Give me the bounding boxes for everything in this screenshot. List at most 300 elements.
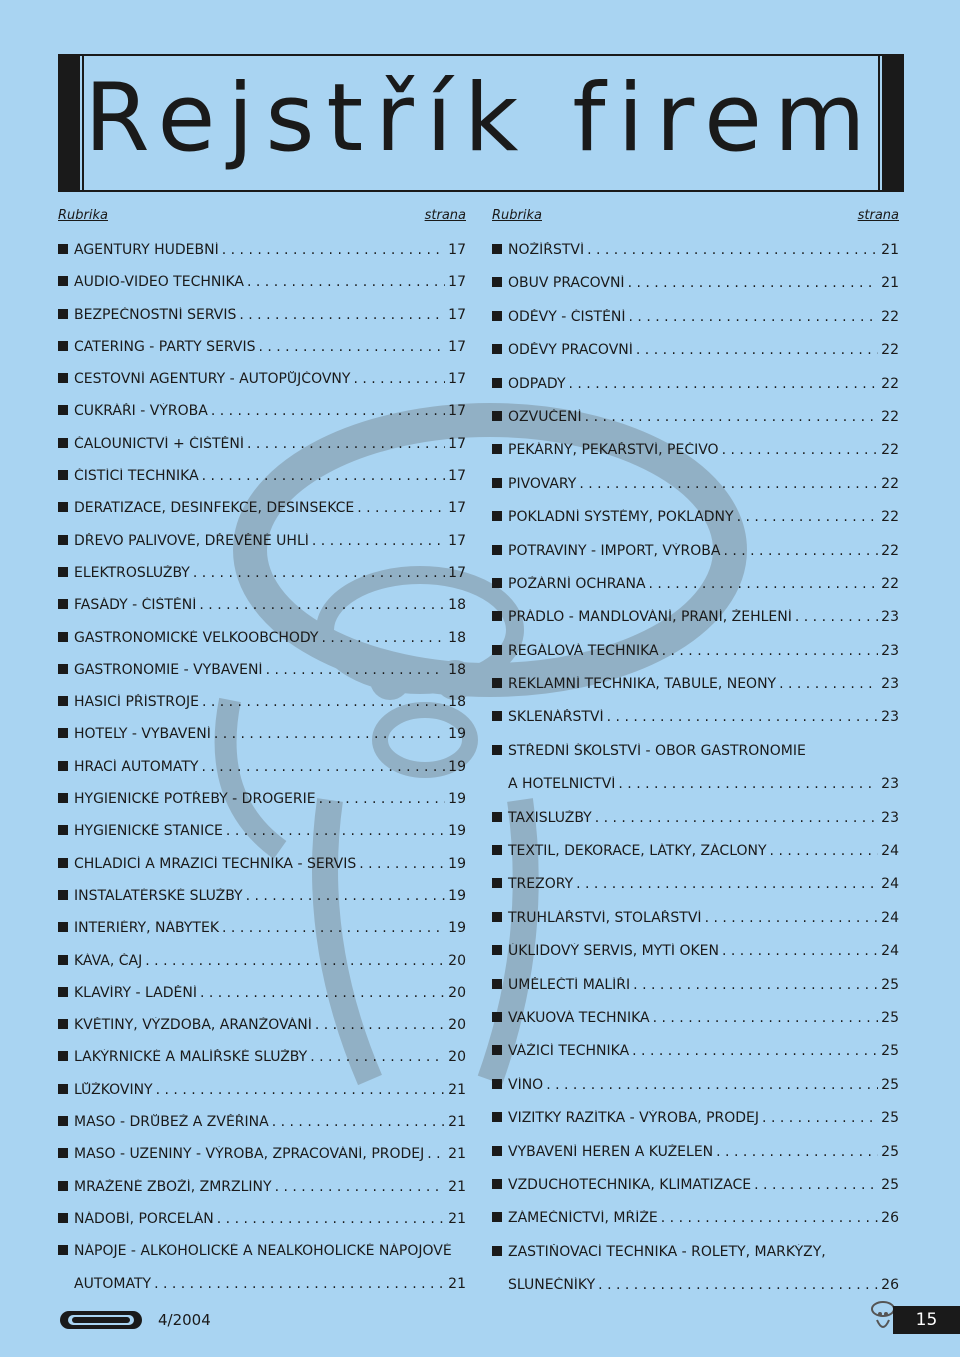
entry-page: 18 (448, 694, 466, 711)
dot-leader (199, 597, 445, 613)
entry-label: ODĚVY - ČISTĚNÍ (508, 308, 626, 325)
entry-label: MASO - UZENINY - VÝROBA, ZPRACOVÁNÍ, PRODEJ (74, 1146, 425, 1163)
entry-label: CATERING - PARTY SERVIS (74, 338, 256, 355)
entry-page: 17 (448, 435, 466, 452)
bullet-icon (58, 341, 68, 351)
index-entry (58, 371, 466, 403)
entry-page: 19 (448, 791, 466, 808)
entry-label: INSTALATÉRSKÉ SLUŽBY (74, 887, 243, 904)
entry-page: 24 (881, 909, 899, 926)
entry-page: 19 (448, 823, 466, 840)
bullet-icon (492, 1079, 502, 1089)
bullet-icon (58, 405, 68, 415)
bullet-icon (58, 1181, 68, 1191)
dot-leader (661, 1210, 878, 1226)
entry-label: CHLADICÍ A MRAZICÍ TECHNIKA - SERVIS (74, 855, 357, 872)
bullet-icon (492, 912, 502, 922)
bullet-icon (58, 1148, 68, 1158)
entry-label: REGÁLOVÁ TECHNIKA (508, 642, 659, 659)
dot-leader (779, 676, 878, 692)
dot-leader (628, 275, 879, 291)
entry-page: 20 (448, 1017, 466, 1034)
magazine-logo-icon (58, 1308, 144, 1332)
index-entry (58, 726, 466, 758)
entry-page: 21 (448, 1114, 466, 1131)
dot-leader (266, 662, 446, 678)
entry-page: 20 (448, 952, 466, 969)
index-entry (58, 339, 466, 371)
bullet-icon (492, 812, 502, 822)
dot-leader (322, 630, 446, 646)
entry-page: 23 (881, 642, 899, 659)
dot-leader (595, 810, 878, 826)
dot-leader (546, 1077, 878, 1093)
entry-label: GASTRONOMIE - VYBAVENÍ (74, 661, 263, 678)
entry-label: DERATIZACE, DESINFEKCE, DESINSEKCE (74, 500, 355, 517)
bullet-icon (492, 979, 502, 989)
bullet-icon (492, 845, 502, 855)
page-number: 15 (893, 1306, 960, 1334)
entry-page: 26 (881, 1277, 899, 1294)
entry-page: 18 (448, 629, 466, 646)
bullet-icon (492, 745, 502, 755)
entry-label: HYGIENICKÉ POTŘEBY - DROGERIE (74, 791, 316, 808)
entry-page: 26 (881, 1210, 899, 1227)
dot-leader (201, 759, 445, 775)
entry-page: 19 (448, 920, 466, 937)
bullet-icon (58, 922, 68, 932)
entry-label: REKLAMNÍ TECHNIKA, TABULE, NEONY (508, 676, 777, 693)
index-entry (492, 576, 899, 609)
index-entry (58, 856, 466, 888)
bullet-icon (58, 599, 68, 609)
dot-leader (770, 843, 879, 859)
bullet-icon (58, 1084, 68, 1094)
index-entry (492, 1077, 899, 1110)
entry-label: NOŽÍŘSTVÍ (508, 242, 585, 258)
entry-page: 19 (448, 758, 466, 775)
index-entry (492, 1244, 899, 1277)
index-entry (492, 1043, 899, 1076)
bullet-icon (492, 1012, 502, 1022)
dot-leader (258, 339, 445, 355)
bullet-icon (58, 955, 68, 965)
entry-label: INTERIÉRY, NÁBYTEK (74, 920, 220, 937)
entry-label: LŮŽKOVINY (74, 1081, 153, 1098)
bullet-icon (492, 444, 502, 454)
entry-page: 17 (448, 532, 466, 549)
dot-leader (353, 371, 445, 387)
bullet-icon (492, 511, 502, 521)
dot-leader (193, 565, 445, 581)
entry-label: FASÁDY - ČIŠTĚNÍ (74, 597, 197, 614)
bullet-icon (492, 611, 502, 621)
entry-label: CUKRÁŘI - VÝROBA (74, 403, 208, 420)
entry-page: 25 (881, 1143, 899, 1160)
entry-label: KLAVÍRY - LADĚNÍ (74, 984, 197, 1001)
index-entry (492, 843, 899, 876)
entry-page: 19 (448, 855, 466, 872)
entry-page: 19 (448, 887, 466, 904)
index-entry (492, 977, 899, 1010)
entry-label: KVĚTINY, VÝZDOBA, ARANŽOVÁNÍ (74, 1017, 312, 1034)
bullet-icon (58, 1213, 68, 1223)
bullet-icon (58, 276, 68, 286)
index-entry (58, 662, 466, 694)
entry-label: TEXTIL, DEKORACE, LÁTKY, ZÁCLONY (508, 843, 767, 860)
entry-label: HYGIENICKÉ STANICE (74, 823, 223, 840)
dot-leader (723, 543, 878, 559)
dot-leader (214, 726, 445, 742)
bullet-icon (58, 793, 68, 803)
entry-label: A HOTELNICTVÍ (508, 776, 616, 793)
entry-page: 22 (881, 475, 899, 492)
index-entry (58, 1243, 466, 1275)
entry-page: 18 (448, 661, 466, 678)
dot-leader (737, 509, 879, 525)
index-entry (492, 342, 899, 375)
entry-page: 17 (448, 274, 466, 291)
dot-leader (754, 1177, 878, 1193)
entry-label: ZÁMEČNÍCTVÍ, MŘÍŽE (508, 1210, 658, 1227)
dot-leader (632, 1043, 878, 1059)
bullet-icon (492, 411, 502, 421)
entry-page: 23 (881, 609, 899, 626)
entry-page: 21 (448, 1275, 466, 1292)
entry-page: 17 (448, 306, 466, 323)
entry-label: POTRAVINY - IMPORT, VÝROBA (508, 542, 721, 559)
index-entry (492, 643, 899, 676)
entry-label: TAXISLUŽBY (508, 809, 592, 826)
dot-leader (315, 1017, 445, 1033)
bullet-icon (492, 1279, 502, 1289)
column-header (58, 208, 466, 228)
bullet-icon (58, 535, 68, 545)
index-entry (58, 888, 466, 920)
dot-leader (716, 1144, 878, 1160)
dot-leader (662, 643, 879, 659)
index-entry (58, 630, 466, 662)
bullet-icon (58, 890, 68, 900)
bullet-icon (492, 478, 502, 488)
dot-leader (217, 1211, 445, 1227)
index-entry (58, 403, 466, 435)
entry-label: LAKÝRNICKÉ A MALÍŘSKÉ SLUŽBY (74, 1049, 308, 1066)
dot-leader (200, 985, 445, 1001)
column-header (492, 208, 899, 228)
entry-label: KÁVA, ČAJ (74, 952, 143, 969)
dot-leader (636, 342, 878, 358)
dot-leader (762, 1110, 878, 1126)
index-entry (58, 823, 466, 855)
entry-label: VÁŽICÍ TECHNIKA (508, 1043, 630, 1060)
bullet-icon (58, 438, 68, 448)
entry-page: 22 (881, 342, 899, 359)
entry-label: GASTRONOMICKÉ VELKOOBCHODY (74, 629, 319, 646)
index-entry (492, 1144, 899, 1177)
dot-leader (618, 776, 878, 792)
dot-leader (598, 1277, 878, 1293)
dot-leader (202, 694, 445, 710)
bullet-icon (58, 1116, 68, 1126)
bullet-icon (58, 632, 68, 642)
bullet-icon (58, 825, 68, 835)
bullet-icon (58, 567, 68, 577)
entry-label: ČISTÍCÍ TECHNIKA (74, 468, 199, 485)
bullet-icon (58, 1019, 68, 1029)
index-entry (492, 509, 899, 542)
index-entry (492, 609, 899, 642)
bullet-icon (492, 378, 502, 388)
index-entry (58, 1017, 466, 1049)
entry-page: 22 (881, 308, 899, 325)
entry-label: PIVOVARY (508, 475, 577, 492)
dot-leader (239, 307, 445, 323)
entry-label: OZVUČENÍ (508, 408, 582, 425)
entry-label: SLUNEČNÍKY (508, 1277, 596, 1294)
bullet-icon (58, 470, 68, 480)
entry-label: VAKUOVÁ TECHNIKA (508, 1009, 650, 1026)
entry-label: TRUHLÁŘSTVÍ, STOLAŘSTVÍ (508, 909, 702, 926)
bullet-icon (58, 309, 68, 319)
dot-leader (585, 409, 879, 425)
bullet-icon (58, 1245, 68, 1255)
bullet-icon (58, 664, 68, 674)
dot-leader (202, 468, 446, 484)
index-entry (58, 500, 466, 532)
entry-label: NÁDOBÍ, PORCELÁN (74, 1210, 214, 1227)
dot-leader (633, 977, 878, 993)
dot-leader (649, 576, 879, 592)
dot-leader (312, 533, 445, 549)
dot-leader (156, 1082, 446, 1098)
index-entry (492, 275, 899, 308)
index-entry (58, 759, 466, 791)
entry-page: 21 (881, 275, 899, 292)
bullet-icon (58, 1278, 68, 1288)
entry-page: 25 (881, 1009, 899, 1026)
entry-page: 23 (881, 709, 899, 726)
index-entry (492, 876, 899, 909)
dot-leader (247, 274, 445, 290)
entry-label: VÍNO (508, 1076, 544, 1093)
entry-label: OBUV PRACOVNÍ (508, 275, 625, 292)
index-entry (492, 476, 899, 509)
entry-page: 22 (881, 509, 899, 526)
entry-page: 20 (448, 984, 466, 1001)
bullet-icon (492, 878, 502, 888)
dot-leader (272, 1114, 445, 1130)
entry-label: MRAŽENÉ ZBOŽÍ, ZMRZLINY (74, 1178, 272, 1195)
index-entry (58, 565, 466, 597)
dot-leader (222, 920, 445, 936)
bullet-icon (58, 761, 68, 771)
entry-label: VZDUCHOTECHNIKA, KLIMATIZACE (508, 1176, 752, 1193)
bullet-icon (492, 1146, 502, 1156)
index-entry (58, 274, 466, 306)
entry-label: ČALOUNICTVÍ + ČIŠTĚNÍ (74, 435, 244, 452)
index-entry (492, 309, 899, 342)
index-entry (58, 920, 466, 952)
header-rubrika: Rubrika (492, 208, 542, 223)
dot-leader (795, 609, 878, 625)
entry-label: HOTELY - VYBAVENÍ (74, 726, 211, 743)
entry-page: 17 (448, 371, 466, 388)
entry-label: TREZORY (508, 876, 574, 893)
entry-page: 24 (881, 876, 899, 893)
index-entry (492, 910, 899, 943)
entry-page: 21 (881, 242, 899, 258)
dot-leader (722, 442, 879, 458)
bullet-icon (58, 373, 68, 383)
entry-page: 22 (881, 442, 899, 459)
entry-page: 25 (881, 976, 899, 993)
entry-page: 24 (881, 843, 899, 860)
bullet-icon (492, 645, 502, 655)
bullet-icon (492, 1246, 502, 1256)
dot-leader (310, 1049, 445, 1065)
index-entry (58, 1211, 466, 1243)
bullet-icon (58, 696, 68, 706)
dot-leader (587, 242, 878, 258)
entry-page: 22 (881, 542, 899, 559)
dot-leader (154, 1276, 445, 1292)
index-entry (58, 468, 466, 500)
bullet-icon (492, 277, 502, 287)
dot-leader (427, 1146, 445, 1162)
entry-page: 21 (448, 1146, 466, 1163)
entry-label: BEZPEČNOSTNÍ SERVIS (74, 306, 237, 323)
entry-page: 17 (448, 564, 466, 581)
index-entry (58, 307, 466, 339)
entry-page: 23 (881, 676, 899, 693)
index-column-right (492, 208, 899, 1311)
index-entry (58, 1179, 466, 1211)
bullet-icon (492, 311, 502, 321)
entry-page: 22 (881, 408, 899, 425)
entry-label: AGENTURY HUDEBNÍ (74, 242, 219, 258)
index-entry (492, 776, 899, 809)
dot-leader (705, 910, 879, 926)
entry-label: PRÁDLO - MANDLOVÁNÍ, PRANÍ, ŽEHLENÍ (508, 609, 792, 626)
entry-label: AUTOMATY (74, 1275, 152, 1292)
entry-page: 22 (881, 575, 899, 592)
dot-leader (275, 1179, 446, 1195)
index-entry (58, 694, 466, 726)
header-strana: strana (857, 208, 899, 223)
dot-leader (319, 791, 446, 807)
entry-page: 24 (881, 943, 899, 960)
index-entry (58, 985, 466, 1017)
bullet-icon (492, 578, 502, 588)
dot-leader (569, 376, 879, 392)
bullet-icon (492, 945, 502, 955)
dot-leader (607, 709, 879, 725)
page-title: Rejstřík firem (84, 64, 878, 173)
bullet-icon (58, 858, 68, 868)
entry-label: HRACÍ AUTOMATY (74, 758, 199, 775)
index-entry (58, 953, 466, 985)
entry-page: 17 (448, 242, 466, 258)
entry-page: 21 (448, 1178, 466, 1195)
entry-page: 23 (881, 809, 899, 826)
dot-leader (579, 476, 878, 492)
entry-page: 17 (448, 500, 466, 517)
entry-page: 25 (881, 1043, 899, 1060)
entry-label: CESTOVNÍ AGENTURY - AUTOPŮJČOVNY (74, 371, 351, 388)
index-entry (58, 1082, 466, 1114)
entry-page: 17 (448, 338, 466, 355)
header-strana: strana (424, 208, 466, 223)
entry-label: STŘEDNÍ ŠKOLSTVÍ - OBOR GASTRONOMIE (508, 742, 806, 759)
entry-page: 25 (881, 1076, 899, 1093)
issue-number: 4/2004 (158, 1311, 211, 1329)
entry-label: VIZITKY RAZÍTKA - VÝROBA, PRODEJ (508, 1110, 760, 1127)
dot-leader (359, 856, 445, 872)
entry-label: ZASTIŇOVACÍ TECHNIKA - ROLETY, MARKÝZY, (508, 1243, 826, 1260)
index-entry (58, 1049, 466, 1081)
bullet-icon (492, 778, 502, 788)
entry-page: 25 (881, 1176, 899, 1193)
index-entry (492, 709, 899, 742)
entry-page: 21 (448, 1210, 466, 1227)
index-entry (492, 743, 899, 776)
bullet-icon (492, 344, 502, 354)
bullet-icon (492, 1045, 502, 1055)
bullet-icon (58, 987, 68, 997)
index-entry (492, 409, 899, 442)
index-entry (492, 676, 899, 709)
entry-label: PEKÁRNY, PEKAŘSTVÍ, PEČIVO (508, 442, 719, 459)
dot-leader (357, 500, 445, 516)
entry-page: 18 (448, 597, 466, 614)
index-column-left (58, 208, 466, 1308)
bullet-icon (58, 502, 68, 512)
entry-label: ODĚVY PRACOVNÍ (508, 342, 633, 359)
bullet-icon (492, 678, 502, 688)
index-entry (58, 791, 466, 823)
dot-leader (653, 1010, 879, 1026)
bullet-icon (58, 728, 68, 738)
index-entry (58, 1114, 466, 1146)
index-entry (492, 1177, 899, 1210)
index-entry (492, 543, 899, 576)
entry-page: 20 (448, 1049, 466, 1066)
bullet-icon (492, 244, 502, 254)
entry-label: UMĚLEČTÍ MALÍŘI (508, 976, 631, 993)
index-entry (58, 1146, 466, 1178)
entry-page: 19 (448, 726, 466, 743)
title-box (58, 54, 904, 192)
index-entry (492, 242, 899, 275)
bullet-icon (58, 1051, 68, 1061)
dot-leader (246, 888, 446, 904)
entry-label: NÁPOJE - ALKOHOLICKÉ A NEALKOHOLICKÉ NÁPOJOVÉ (74, 1243, 452, 1260)
index-entry (58, 597, 466, 629)
entry-page: 22 (881, 375, 899, 392)
entry-label: VYBAVENÍ HEREN A KUŽELEN (508, 1143, 714, 1160)
bullet-icon (58, 244, 68, 254)
index-entry (492, 442, 899, 475)
entry-label: DŘEVO PALIVOVÉ, DŘEVĚNÉ UHLÍ (74, 532, 309, 549)
bullet-icon (492, 1179, 502, 1189)
entry-page: 21 (448, 1081, 466, 1098)
dot-leader (222, 242, 445, 258)
entry-label: POKLADNÍ SYSTÉMY, POKLADNY (508, 509, 734, 526)
bullet-icon (492, 545, 502, 555)
dot-leader (145, 953, 445, 969)
bullet-icon (492, 711, 502, 721)
